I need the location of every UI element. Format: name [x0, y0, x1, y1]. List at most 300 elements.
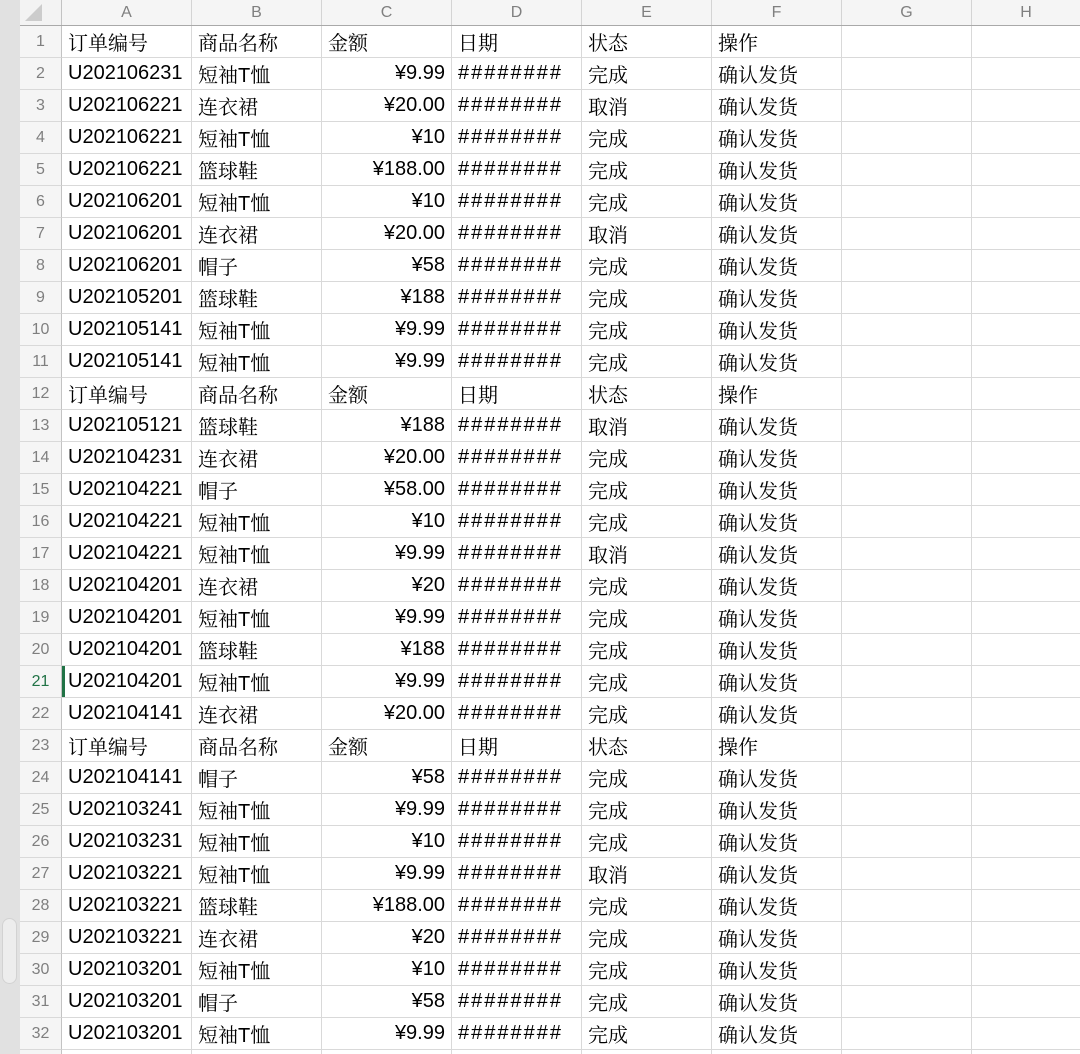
row-header[interactable]: 32 — [20, 1018, 62, 1050]
row-header[interactable]: 25 — [20, 794, 62, 826]
cell-product[interactable]: 短袖T恤 — [192, 122, 322, 154]
cell-empty[interactable] — [842, 858, 972, 890]
cell-empty[interactable] — [842, 986, 972, 1018]
cell-action[interactable]: 确认发货 — [712, 90, 842, 122]
cell-status[interactable]: 完成 — [582, 506, 712, 538]
cell-status[interactable]: 完成 — [582, 634, 712, 666]
scrollbar-thumb[interactable] — [2, 918, 17, 984]
cell-order-id[interactable]: U202103221 — [62, 858, 192, 890]
cell-empty[interactable] — [972, 122, 1080, 154]
cell-empty[interactable] — [972, 858, 1080, 890]
cell-empty[interactable] — [842, 26, 972, 58]
select-all-corner[interactable] — [20, 0, 62, 25]
cell-order-id[interactable]: U202106221 — [62, 90, 192, 122]
row-header[interactable]: 28 — [20, 890, 62, 922]
cell-empty[interactable] — [972, 986, 1080, 1018]
row-header[interactable]: 19 — [20, 602, 62, 634]
cell-action[interactable]: 确认发货 — [712, 410, 842, 442]
cell-amount[interactable]: ¥10 — [322, 122, 452, 154]
cell-empty[interactable] — [842, 826, 972, 858]
cell-empty[interactable] — [972, 346, 1080, 378]
cell-empty[interactable] — [972, 1018, 1080, 1050]
cell-empty[interactable] — [842, 58, 972, 90]
cell-status[interactable]: 完成 — [582, 954, 712, 986]
cell-action[interactable]: 确认发货 — [712, 602, 842, 634]
cell-status[interactable]: 完成 — [582, 346, 712, 378]
cell-date[interactable]: ######## — [452, 858, 582, 890]
cell-order-id[interactable]: U202104201 — [62, 570, 192, 602]
cell-amount[interactable]: ¥9.99 — [322, 58, 452, 90]
cell-empty[interactable] — [842, 762, 972, 794]
cell-action[interactable] — [712, 1050, 842, 1054]
cell-product[interactable] — [192, 1050, 322, 1054]
cell-empty[interactable] — [842, 666, 972, 698]
cell-status[interactable]: 状态 — [582, 378, 712, 410]
column-header-G[interactable]: G — [842, 0, 972, 25]
row-header[interactable]: 4 — [20, 122, 62, 154]
cell-action[interactable]: 确认发货 — [712, 954, 842, 986]
cell-empty[interactable] — [842, 314, 972, 346]
cell-product[interactable]: 帽子 — [192, 762, 322, 794]
cell-order-id[interactable]: U202103201 — [62, 954, 192, 986]
cell-order-id[interactable]: 订单编号 — [62, 378, 192, 410]
cell-date[interactable]: ######## — [452, 122, 582, 154]
cell-status[interactable]: 完成 — [582, 1018, 712, 1050]
cell-empty[interactable] — [972, 154, 1080, 186]
cell-amount[interactable]: ¥10 — [322, 506, 452, 538]
cell-action[interactable]: 确认发货 — [712, 218, 842, 250]
cell-empty[interactable] — [842, 282, 972, 314]
cell-order-id[interactable]: U202106221 — [62, 122, 192, 154]
cell-empty[interactable] — [842, 890, 972, 922]
cell-status[interactable]: 完成 — [582, 282, 712, 314]
cell-amount[interactable]: ¥9.99 — [322, 1018, 452, 1050]
cell-empty[interactable] — [972, 26, 1080, 58]
cell-amount[interactable]: ¥20.00 — [322, 90, 452, 122]
cell-empty[interactable] — [972, 698, 1080, 730]
cell-empty[interactable] — [972, 410, 1080, 442]
cell-action[interactable]: 确认发货 — [712, 58, 842, 90]
cell-empty[interactable] — [842, 346, 972, 378]
cell-order-id[interactable]: U202104221 — [62, 474, 192, 506]
cell-empty[interactable] — [972, 890, 1080, 922]
cell-product[interactable]: 连衣裙 — [192, 442, 322, 474]
cell-empty[interactable] — [972, 538, 1080, 570]
cell-product[interactable]: 连衣裙 — [192, 218, 322, 250]
cell-empty[interactable] — [842, 954, 972, 986]
cell-action[interactable]: 确认发货 — [712, 634, 842, 666]
cell-empty[interactable] — [842, 698, 972, 730]
cell-status[interactable]: 完成 — [582, 890, 712, 922]
cell-amount[interactable]: 金额 — [322, 26, 452, 58]
cell-date[interactable]: 日期 — [452, 378, 582, 410]
cell-amount[interactable]: ¥20.00 — [322, 442, 452, 474]
cell-date[interactable]: ######## — [452, 314, 582, 346]
cell-amount[interactable]: 金额 — [322, 378, 452, 410]
cell-product[interactable]: 连衣裙 — [192, 698, 322, 730]
cell-empty[interactable] — [842, 442, 972, 474]
cell-amount[interactable]: ¥58 — [322, 986, 452, 1018]
cell-empty[interactable] — [842, 90, 972, 122]
cell-amount[interactable] — [322, 1050, 452, 1054]
cell-product[interactable]: 短袖T恤 — [192, 506, 322, 538]
cell-amount[interactable]: ¥9.99 — [322, 858, 452, 890]
column-header-E[interactable]: E — [582, 0, 712, 25]
cell-status[interactable]: 完成 — [582, 250, 712, 282]
cell-empty[interactable] — [972, 666, 1080, 698]
cell-order-id[interactable]: U202103221 — [62, 890, 192, 922]
cell-status[interactable]: 完成 — [582, 570, 712, 602]
row-header[interactable]: 26 — [20, 826, 62, 858]
row-header[interactable]: 7 — [20, 218, 62, 250]
cell-status[interactable]: 完成 — [582, 698, 712, 730]
cell-product[interactable]: 帽子 — [192, 986, 322, 1018]
cell-date[interactable]: ######## — [452, 570, 582, 602]
row-header[interactable]: 12 — [20, 378, 62, 410]
cell-empty[interactable] — [972, 474, 1080, 506]
cell-status[interactable]: 取消 — [582, 410, 712, 442]
row-header[interactable]: 30 — [20, 954, 62, 986]
cell-action[interactable]: 确认发货 — [712, 922, 842, 954]
cell-amount[interactable]: ¥188 — [322, 282, 452, 314]
cell-amount[interactable]: ¥188.00 — [322, 154, 452, 186]
column-header-A[interactable]: A — [62, 0, 192, 25]
cell-order-id[interactable]: U202103241 — [62, 794, 192, 826]
cell-action[interactable]: 确认发货 — [712, 250, 842, 282]
cell-status[interactable]: 完成 — [582, 602, 712, 634]
cell-empty[interactable] — [972, 1050, 1080, 1054]
cell-amount[interactable]: ¥20.00 — [322, 698, 452, 730]
cell-order-id[interactable]: U202106221 — [62, 154, 192, 186]
cell-order-id[interactable]: U202105141 — [62, 314, 192, 346]
cell-product[interactable]: 连衣裙 — [192, 570, 322, 602]
cell-status[interactable]: 状态 — [582, 26, 712, 58]
cell-date[interactable]: ######## — [452, 282, 582, 314]
cell-date[interactable]: ######## — [452, 346, 582, 378]
cell-product[interactable]: 短袖T恤 — [192, 538, 322, 570]
cell-empty[interactable] — [972, 794, 1080, 826]
cell-amount[interactable]: ¥9.99 — [322, 314, 452, 346]
cell-action[interactable]: 操作 — [712, 730, 842, 762]
cell-action[interactable]: 确认发货 — [712, 314, 842, 346]
cell-product[interactable]: 篮球鞋 — [192, 410, 322, 442]
cell-empty[interactable] — [972, 378, 1080, 410]
cell-empty[interactable] — [842, 218, 972, 250]
cell-date[interactable]: ######## — [452, 890, 582, 922]
cell-action[interactable]: 确认发货 — [712, 186, 842, 218]
cell-product[interactable]: 短袖T恤 — [192, 826, 322, 858]
cell-amount[interactable]: ¥188 — [322, 410, 452, 442]
cell-product[interactable]: 连衣裙 — [192, 90, 322, 122]
cell-amount[interactable]: ¥9.99 — [322, 666, 452, 698]
cell-empty[interactable] — [842, 570, 972, 602]
cell-empty[interactable] — [842, 186, 972, 218]
cell-product[interactable]: 篮球鞋 — [192, 890, 322, 922]
cell-action[interactable]: 确认发货 — [712, 442, 842, 474]
cell-order-id[interactable]: U202104221 — [62, 538, 192, 570]
cell-empty[interactable] — [842, 474, 972, 506]
cell-amount[interactable]: ¥188 — [322, 634, 452, 666]
cell-empty[interactable] — [842, 634, 972, 666]
cell-product[interactable]: 短袖T恤 — [192, 666, 322, 698]
row-header[interactable] — [20, 1050, 62, 1054]
cell-empty[interactable] — [972, 634, 1080, 666]
cell-order-id[interactable]: U202106201 — [62, 186, 192, 218]
cell-empty[interactable] — [972, 730, 1080, 762]
row-header[interactable]: 8 — [20, 250, 62, 282]
cell-empty[interactable] — [972, 282, 1080, 314]
cell-amount[interactable]: ¥58 — [322, 250, 452, 282]
cell-date[interactable]: ######## — [452, 666, 582, 698]
cell-action[interactable]: 确认发货 — [712, 538, 842, 570]
cell-empty[interactable] — [842, 538, 972, 570]
cell-action[interactable]: 确认发货 — [712, 154, 842, 186]
row-header[interactable]: 5 — [20, 154, 62, 186]
row-header[interactable]: 17 — [20, 538, 62, 570]
cell-order-id[interactable]: U202104201 — [62, 602, 192, 634]
cell-date[interactable]: ######## — [452, 922, 582, 954]
cell-action[interactable]: 确认发货 — [712, 794, 842, 826]
cell-order-id[interactable]: U202104201 — [62, 666, 192, 698]
cell-status[interactable]: 完成 — [582, 154, 712, 186]
cell-product[interactable]: 短袖T恤 — [192, 186, 322, 218]
cell-date[interactable]: ######## — [452, 474, 582, 506]
cell-order-id[interactable]: U202105121 — [62, 410, 192, 442]
cell-action[interactable]: 确认发货 — [712, 698, 842, 730]
cell-empty[interactable] — [842, 250, 972, 282]
cell-product[interactable]: 商品名称 — [192, 730, 322, 762]
cell-status[interactable]: 完成 — [582, 826, 712, 858]
cell-status[interactable]: 完成 — [582, 666, 712, 698]
cell-action[interactable]: 操作 — [712, 378, 842, 410]
cell-empty[interactable] — [972, 570, 1080, 602]
row-header[interactable]: 15 — [20, 474, 62, 506]
cell-amount[interactable]: ¥10 — [322, 826, 452, 858]
cell-date[interactable]: ######## — [452, 442, 582, 474]
cell-action[interactable]: 确认发货 — [712, 890, 842, 922]
cell-date[interactable]: ######## — [452, 410, 582, 442]
cell-empty[interactable] — [972, 506, 1080, 538]
cell-date[interactable] — [452, 1050, 582, 1054]
cell-product[interactable]: 短袖T恤 — [192, 794, 322, 826]
cell-date[interactable]: ######## — [452, 186, 582, 218]
cell-product[interactable]: 帽子 — [192, 250, 322, 282]
row-header[interactable]: 29 — [20, 922, 62, 954]
cell-status[interactable]: 完成 — [582, 986, 712, 1018]
cell-product[interactable]: 短袖T恤 — [192, 858, 322, 890]
cell-status[interactable]: 完成 — [582, 762, 712, 794]
row-header[interactable]: 22 — [20, 698, 62, 730]
cell-order-id[interactable]: U202104221 — [62, 506, 192, 538]
row-header[interactable]: 6 — [20, 186, 62, 218]
cell-order-id[interactable]: U202104231 — [62, 442, 192, 474]
cell-action[interactable]: 确认发货 — [712, 122, 842, 154]
row-header[interactable]: 16 — [20, 506, 62, 538]
cell-empty[interactable] — [972, 90, 1080, 122]
cell-status[interactable]: 取消 — [582, 218, 712, 250]
cell-amount[interactable]: 金额 — [322, 730, 452, 762]
cell-date[interactable]: ######## — [452, 634, 582, 666]
cell-status[interactable]: 完成 — [582, 922, 712, 954]
cell-product[interactable]: 短袖T恤 — [192, 602, 322, 634]
cell-amount[interactable]: ¥9.99 — [322, 346, 452, 378]
cell-date[interactable]: ######## — [452, 826, 582, 858]
cell-order-id[interactable]: U202104201 — [62, 634, 192, 666]
cell-order-id[interactable]: U202105141 — [62, 346, 192, 378]
cell-date[interactable]: ######## — [452, 1018, 582, 1050]
cell-status[interactable]: 完成 — [582, 314, 712, 346]
row-header[interactable]: 20 — [20, 634, 62, 666]
cell-empty[interactable] — [842, 922, 972, 954]
cell-empty[interactable] — [972, 602, 1080, 634]
cell-order-id[interactable]: U202106231 — [62, 58, 192, 90]
cell-date[interactable]: ######## — [452, 762, 582, 794]
cell-product[interactable]: 短袖T恤 — [192, 1018, 322, 1050]
cell-order-id[interactable] — [62, 1050, 192, 1054]
cell-status[interactable]: 完成 — [582, 122, 712, 154]
cell-date[interactable]: ######## — [452, 154, 582, 186]
cell-order-id[interactable]: U202103201 — [62, 986, 192, 1018]
cell-order-id[interactable]: U202106201 — [62, 218, 192, 250]
cell-order-id[interactable]: U202103221 — [62, 922, 192, 954]
cell-order-id[interactable]: 订单编号 — [62, 26, 192, 58]
cell-action[interactable]: 确认发货 — [712, 346, 842, 378]
cell-product[interactable]: 商品名称 — [192, 378, 322, 410]
cell-amount[interactable]: ¥58 — [322, 762, 452, 794]
cell-order-id[interactable]: U202104141 — [62, 762, 192, 794]
cell-empty[interactable] — [842, 378, 972, 410]
cell-order-id[interactable]: U202103201 — [62, 1018, 192, 1050]
cell-date[interactable]: ######## — [452, 954, 582, 986]
cell-empty[interactable] — [842, 1050, 972, 1054]
cell-empty[interactable] — [842, 794, 972, 826]
column-header-B[interactable]: B — [192, 0, 322, 25]
cell-empty[interactable] — [842, 410, 972, 442]
cell-date[interactable]: ######## — [452, 602, 582, 634]
cell-empty[interactable] — [972, 762, 1080, 794]
cell-date[interactable]: ######## — [452, 90, 582, 122]
cell-date[interactable]: ######## — [452, 506, 582, 538]
column-header-C[interactable]: C — [322, 0, 452, 25]
cell-product[interactable]: 商品名称 — [192, 26, 322, 58]
cell-amount[interactable]: ¥20 — [322, 922, 452, 954]
column-header-H[interactable]: H — [1020, 3, 1032, 21]
cell-empty[interactable] — [842, 602, 972, 634]
cell-status[interactable]: 状态 — [582, 730, 712, 762]
cell-product[interactable]: 短袖T恤 — [192, 346, 322, 378]
cell-product[interactable]: 短袖T恤 — [192, 58, 322, 90]
column-header-F[interactable]: F — [712, 0, 842, 25]
cell-date[interactable]: 日期 — [452, 730, 582, 762]
row-header[interactable]: 14 — [20, 442, 62, 474]
cell-date[interactable]: ######## — [452, 698, 582, 730]
cell-order-id[interactable]: U202105201 — [62, 282, 192, 314]
cell-status[interactable]: 取消 — [582, 538, 712, 570]
cell-action[interactable]: 确认发货 — [712, 570, 842, 602]
cell-empty[interactable] — [972, 826, 1080, 858]
cell-date[interactable]: 日期 — [452, 26, 582, 58]
cell-status[interactable] — [582, 1050, 712, 1054]
row-header[interactable]: 9 — [20, 282, 62, 314]
cell-product[interactable]: 短袖T恤 — [192, 954, 322, 986]
cell-empty[interactable] — [842, 730, 972, 762]
cell-product[interactable]: 短袖T恤 — [192, 314, 322, 346]
cell-date[interactable]: ######## — [452, 218, 582, 250]
cell-date[interactable]: ######## — [452, 538, 582, 570]
cell-action[interactable]: 确认发货 — [712, 666, 842, 698]
cell-amount[interactable]: ¥9.99 — [322, 538, 452, 570]
cell-amount[interactable]: ¥58.00 — [322, 474, 452, 506]
cell-status[interactable]: 完成 — [582, 186, 712, 218]
cell-amount[interactable]: ¥9.99 — [322, 602, 452, 634]
cell-action[interactable]: 确认发货 — [712, 1018, 842, 1050]
row-header[interactable]: 23 — [20, 730, 62, 762]
cell-empty[interactable] — [842, 154, 972, 186]
row-header[interactable]: 21 — [20, 666, 62, 698]
cell-action[interactable]: 确认发货 — [712, 986, 842, 1018]
cell-action[interactable]: 确认发货 — [712, 826, 842, 858]
cell-amount[interactable]: ¥10 — [322, 186, 452, 218]
cell-order-id[interactable]: U202103231 — [62, 826, 192, 858]
cell-empty[interactable] — [972, 218, 1080, 250]
cell-empty[interactable] — [972, 922, 1080, 954]
cell-empty[interactable] — [972, 58, 1080, 90]
cell-product[interactable]: 篮球鞋 — [192, 154, 322, 186]
row-header[interactable]: 27 — [20, 858, 62, 890]
cell-action[interactable]: 确认发货 — [712, 858, 842, 890]
cell-date[interactable]: ######## — [452, 986, 582, 1018]
row-header[interactable]: 24 — [20, 762, 62, 794]
cell-amount[interactable]: ¥188.00 — [322, 890, 452, 922]
cell-status[interactable]: 完成 — [582, 442, 712, 474]
row-header[interactable]: 2 — [20, 58, 62, 90]
cell-action[interactable]: 确认发货 — [712, 282, 842, 314]
cell-action[interactable]: 操作 — [712, 26, 842, 58]
row-header[interactable]: 18 — [20, 570, 62, 602]
cell-product[interactable]: 帽子 — [192, 474, 322, 506]
cell-status[interactable]: 完成 — [582, 474, 712, 506]
cell-action[interactable]: 确认发货 — [712, 762, 842, 794]
cell-empty[interactable] — [842, 506, 972, 538]
cell-status[interactable]: 取消 — [582, 858, 712, 890]
cell-action[interactable]: 确认发货 — [712, 506, 842, 538]
row-header[interactable]: 10 — [20, 314, 62, 346]
cell-empty[interactable] — [972, 250, 1080, 282]
cell-order-id[interactable]: U202104141 — [62, 698, 192, 730]
cell-empty[interactable] — [972, 186, 1080, 218]
cell-product[interactable]: 篮球鞋 — [192, 282, 322, 314]
cell-empty[interactable] — [972, 442, 1080, 474]
cell-action[interactable]: 确认发货 — [712, 474, 842, 506]
cell-date[interactable]: ######## — [452, 250, 582, 282]
row-header[interactable]: 31 — [20, 986, 62, 1018]
column-header-D[interactable]: D — [452, 0, 582, 25]
cell-status[interactable]: 完成 — [582, 58, 712, 90]
cell-empty[interactable] — [972, 954, 1080, 986]
row-header[interactable]: 13 — [20, 410, 62, 442]
cell-product[interactable]: 连衣裙 — [192, 922, 322, 954]
cell-empty[interactable] — [842, 122, 972, 154]
cell-order-id[interactable]: 订单编号 — [62, 730, 192, 762]
cell-date[interactable]: ######## — [452, 794, 582, 826]
cell-product[interactable]: 篮球鞋 — [192, 634, 322, 666]
cell-status[interactable]: 完成 — [582, 794, 712, 826]
cell-amount[interactable]: ¥9.99 — [322, 794, 452, 826]
cell-order-id[interactable]: U202106201 — [62, 250, 192, 282]
cell-date[interactable]: ######## — [452, 58, 582, 90]
cell-empty[interactable] — [972, 314, 1080, 346]
row-header[interactable]: 3 — [20, 90, 62, 122]
